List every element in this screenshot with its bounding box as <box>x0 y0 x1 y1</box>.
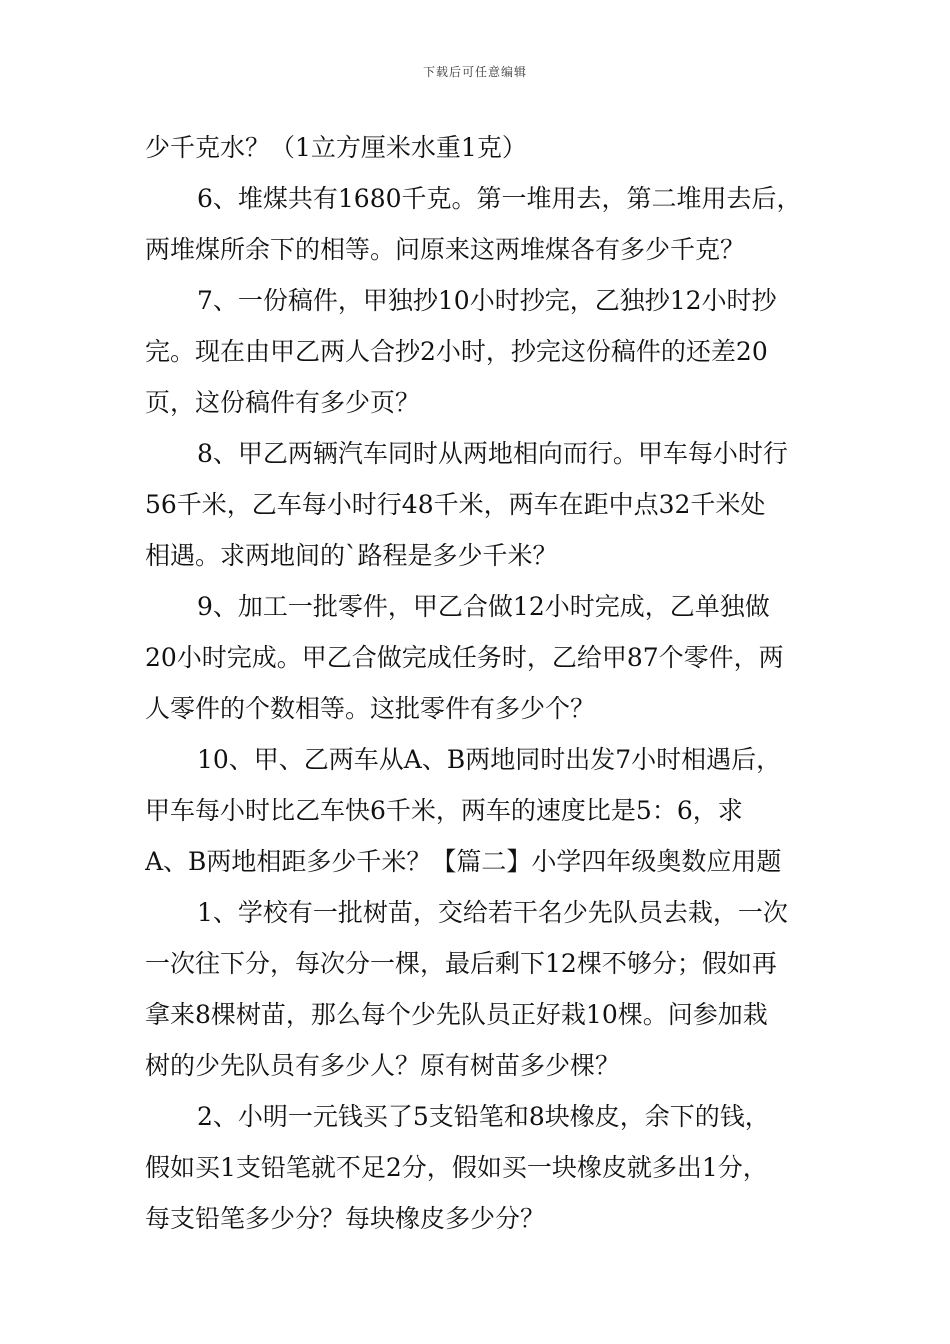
text-line: 假如买1支铅笔就不足2分，假如买一块橡皮就多出1分， <box>145 1153 768 1182</box>
text-line: 两堆煤所余下的相等。问原来这两堆煤各有多少千克？ <box>145 235 746 264</box>
text-line: 甲车每小时比乙车快6千米，两车的速度比是5：6，求 <box>145 796 743 825</box>
text-line: 56千米，乙车每小时行48千米，两车在距中点32千米处 <box>145 490 766 519</box>
text-line: 1、学校有一批树苗，交给若干名少先队员去栽，一次 <box>197 898 788 927</box>
text-line: 20小时完成。甲乙合做完成任务时，乙给甲87个零件，两 <box>145 643 784 672</box>
text-line: 每支铅笔多少分？每块橡皮多少分？ <box>145 1204 546 1233</box>
text-line: 人零件的个数相等。这批零件有多少个？ <box>145 694 596 723</box>
text-line: 2、小明一元钱买了5支铅笔和8块橡皮，余下的钱， <box>197 1102 770 1131</box>
document-body <box>145 122 813 1244</box>
page-header: 下载后可任意编辑 <box>422 65 527 79</box>
text-line: 7、一份稿件，甲独抄10小时抄完，乙独抄12小时抄 <box>197 286 777 315</box>
text-line: 完。现在由甲乙两人合抄2小时，抄完这份稿件的还差20 <box>145 337 768 366</box>
text-line: A、B两地相距多少千米？【篇二】小学四年级奥数应用题 <box>145 847 782 876</box>
text-line: 9、加工一批零件，甲乙合做12小时完成，乙单独做 <box>197 592 770 621</box>
text-line: 8、甲乙两辆汽车同时从两地相向而行。甲车每小时行 <box>197 439 788 468</box>
text-line: 6、堆煤共有1680千克。第一堆用去，第二堆用去后， <box>197 184 802 213</box>
text-line: 页，这份稿件有多少页？ <box>145 388 421 417</box>
text-line: 相遇。求两地间的`路程是多少千米？ <box>145 541 558 570</box>
text-line: 一次往下分，每次分一棵，最后剩下12棵不够分；假如再 <box>145 949 777 978</box>
text-line: 10、甲、乙两车从A、B两地同时出发7小时相遇后， <box>197 745 782 774</box>
text-line: 拿来8棵树苗，那么每个少先队员正好栽10棵。问参加栽 <box>145 1000 768 1029</box>
text-line: 少千克水？（1立方厘米水重1克） <box>145 133 527 162</box>
text-line: 树的少先队员有多少人？原有树苗多少棵？ <box>145 1051 621 1080</box>
